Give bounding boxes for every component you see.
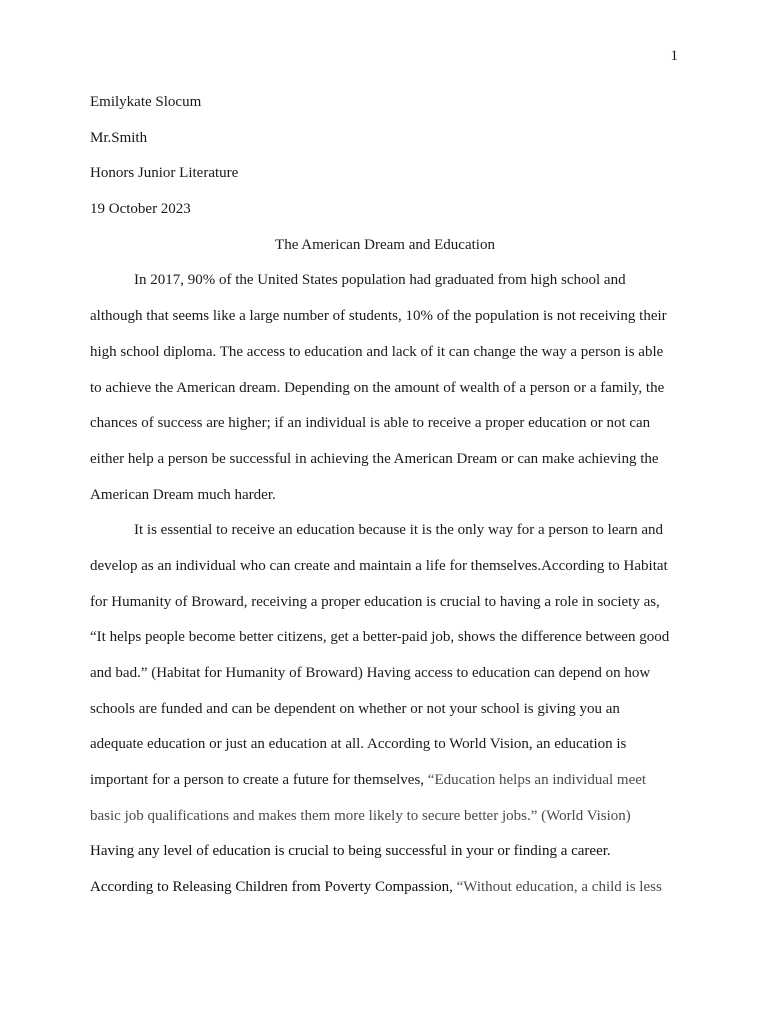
teacher-name: Mr.Smith: [90, 129, 148, 146]
sentence-lead: According to Releasing Children from Poverty Compassion,: [90, 879, 457, 896]
paragraph-2-line: adequate education or just an education at all. According to World Vision, an education is: [90, 736, 627, 753]
paragraph-2-line: “It helps people become better citizens, get a better-paid job, shows the difference between good: [90, 629, 670, 646]
quoted-line: basic job qualifications and makes them more likely to secure better jobs.” (World Vision): [90, 807, 631, 824]
paragraph-2-line: and bad.” (Habitat for Humanity of Broward) Having access to education can depend on how: [90, 665, 651, 681]
paragraph-1-line: either help a person be successful in achieving the American Dream or can make achieving the: [90, 450, 659, 467]
paragraph-2-line: [90, 877, 680, 913]
paragraph-2-line: It is essential to receive an education because it is the only way for a person to learn and: [134, 522, 663, 539]
paragraph-2-line: develop as an individual who can create and maintain a life for themselves.According to Habitat: [90, 557, 668, 574]
paragraph-1-line: although that seems like a large number of students, 10% of the population is not receiving their: [90, 308, 667, 325]
author-name: Emilykate Slocum: [90, 94, 202, 110]
page-number: 1: [670, 48, 678, 64]
quoted-text: “Without education, a child is less: [456, 879, 662, 896]
paragraph-2-line: Having any level of education is crucial to being successful in your or finding a career.: [90, 843, 611, 860]
essay-date: 19 October 2023: [90, 201, 191, 218]
paragraph-1-line: American Dream much harder.: [90, 486, 276, 503]
paragraph-1-line: to achieve the American dream. Depending on the amount of wealth of a person or a family, the: [90, 379, 665, 396]
sentence-lead: important for a person to create a future for themselves,: [90, 772, 428, 789]
paragraph-2-line: for Humanity of Broward, receiving a proper education is crucial to having a role in society as,: [90, 593, 660, 610]
paragraph-1-line: chances of success are higher; if an individual is able to receive a proper education or not can: [90, 415, 651, 432]
paragraph-2-line: [90, 770, 680, 806]
paragraph-1-line: In 2017, 90% of the United States population had graduated from high school and: [134, 272, 626, 289]
essay-body: [90, 92, 680, 913]
paragraph-1-line: high school diploma. The access to education and lack of it can change the way a person is able: [90, 343, 664, 360]
course-name: Honors Junior Literature: [90, 165, 239, 182]
quoted-text: “Education helps an individual meet: [427, 772, 647, 789]
paragraph-2-line: schools are funded and can be dependent on whether or not your school is giving you an: [90, 700, 620, 717]
essay-title: The American Dream and Education: [275, 236, 495, 253]
